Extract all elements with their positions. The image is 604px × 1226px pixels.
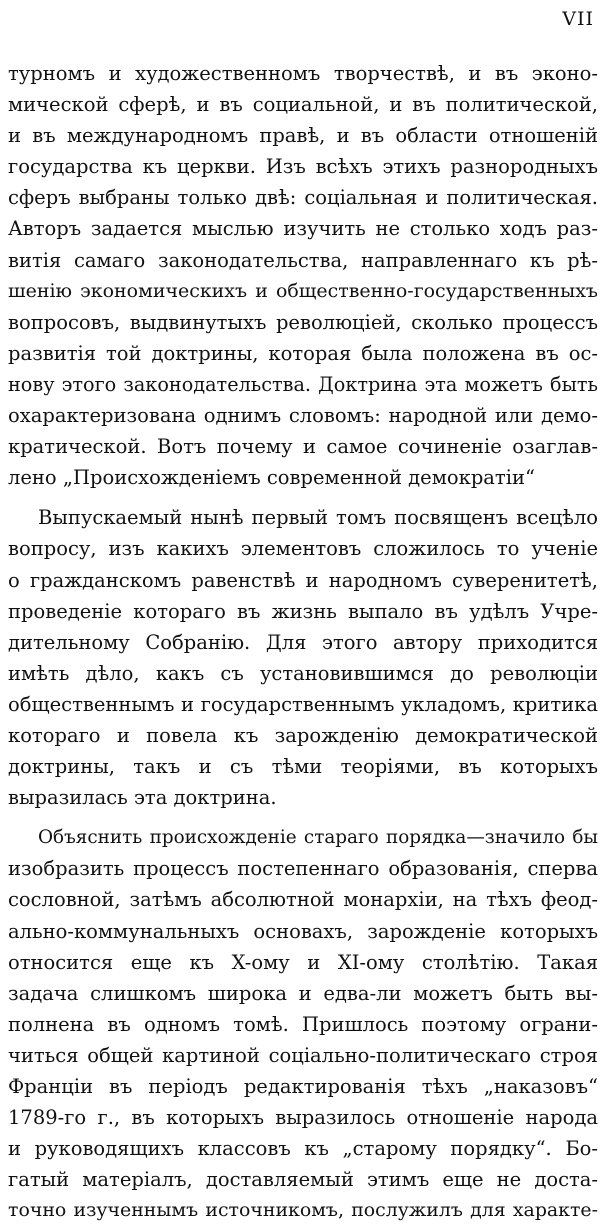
text-line: мической сферѣ, и въ социальной, и въ политической, [8,93,598,117]
text-line: имѣть дѣло, какъ съ установившимся до революціи [8,661,598,685]
page-number: VII [562,8,594,30]
text-line: изобразить процессъ постепеннаго образованія, сперва [8,857,598,881]
text-line: доктрины, такъ и съ тѣми теоріями, въ которыхъ [8,755,598,779]
text-line: точно изученнымъ источникомъ, послужилъ для характе- [8,1199,598,1222]
text-line: турномъ и художественномъ творчествѣ, и въ эконо- [8,62,598,85]
text-line: и въ международномъ правѣ, и въ области отношеній [8,124,598,148]
paragraph-1 [8,58,598,493]
text-line: нову этого законодательства. Доктрина эта можетъ быть [8,372,598,396]
text-line: котораго и повела къ зарожденію демократической [8,723,598,747]
text-line: полнена въ одномъ томѣ. Пришлось поэтому ограни- [8,1012,598,1036]
text-line: сферъ выбраны только двѣ: соціальная и политическая. [8,186,598,210]
text-line: государства къ церкви. Изъ всѣхъ этихъ разнородныхъ [8,155,598,179]
text-line: ально-коммунальныхъ основахъ, зарожденіе которыхъ [8,919,598,943]
text-line: проведеніе котораго въ жизнь выпало въ удѣлъ Учре- [8,599,598,623]
text-line: Франціи въ періодъ редактированія тѣхъ „наказовъ“ [8,1075,598,1098]
text-line: выразилась эта доктрина. [8,786,277,810]
paragraph-3 [8,822,598,1226]
text-line: относится еще къ X-ому и XI-ому столѣтію. Такая [8,950,598,974]
body-text [8,58,598,1226]
text-line: вопросу, изъ какихъ элементовъ сложилось то ученіе [8,537,598,561]
text-line: и руководящихъ классовъ къ „старому порядку“. Бо- [8,1137,598,1161]
text-line: развитія той доктрины, которая была положена въ ос- [8,341,598,365]
text-line: шенію экономическихъ и общественно-государственныхъ [8,279,598,302]
text-line: вопросовъ, выдвинутыхъ революціей, сколько процессъ [8,310,598,334]
text-line: сословной, затѣмъ абсолютной монархіи, на тѣхъ феод- [8,888,598,912]
text-line: охарактеризована однимъ словомъ: народной или демо- [8,404,598,428]
paragraph-2 [8,502,598,813]
text-line: общественнымъ и государственнымъ укладомъ, критика [8,692,598,716]
text-line: Объяснить происхожденіе стараго порядка—значило бы [38,827,598,849]
text-line: кратической. Вотъ почему и самое сочиненіе озаглав- [8,435,598,459]
text-line: витія самаго законодательства, направленнаго къ рѣ- [8,248,598,272]
text-line: 1789-го г., въ которыхъ выразилось отношеніе народа [8,1106,598,1130]
text-line: дительному Собранію. Для этого автору приходится [8,630,598,654]
text-line: читься общей картиной соціально-политическаго строя [8,1043,598,1067]
text-line: о гражданскомъ равенствѣ и народномъ суверенитетѣ, [8,568,598,592]
text-line: Выпускаемый нынѣ первый томъ посвященъ всецѣло [38,506,598,530]
text-line: Авторъ задается мыслью изучить не столько ходъ раз- [8,217,598,241]
text-line: лено „Происхожденіемъ современной демократіи“ [8,466,535,490]
text-line: гатый матеріалъ, доставляемый этимъ еще не доста- [8,1168,598,1192]
text-line: задача слишкомъ широка и едва-ли можетъ быть вы- [8,981,598,1005]
